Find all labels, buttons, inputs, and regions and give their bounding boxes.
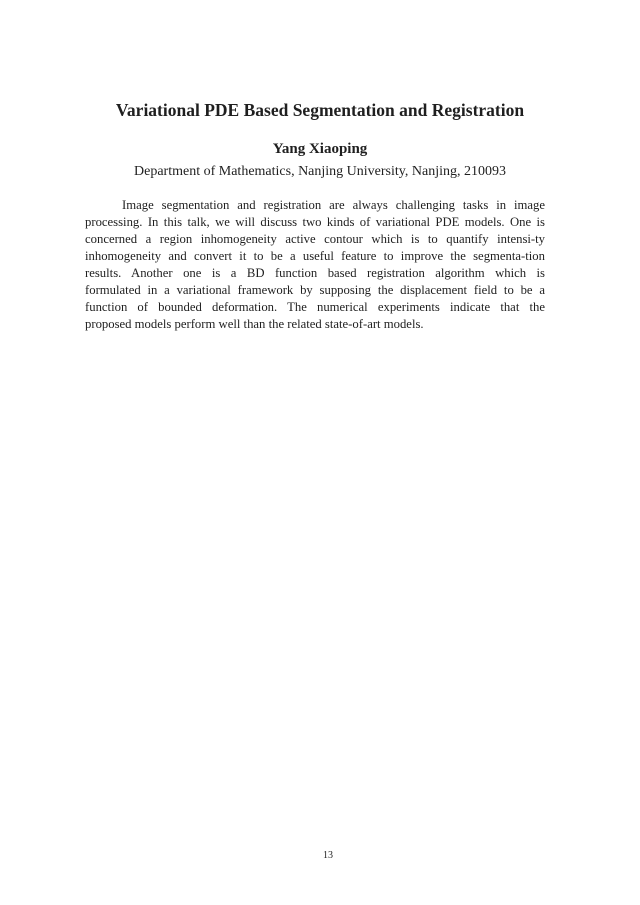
abstract-line-7: function of bounded deformation. The numerical experiments indicate that the <box>85 300 545 314</box>
paper-title: Variational PDE Based Segmentation and Registration <box>115 100 525 120</box>
abstract-line-1: Image segmentation and registration are always challenging tasks in image <box>122 198 545 212</box>
abstract-line-5: results. Another one is a BD function based registration algorithm which is <box>85 266 545 280</box>
abstract-line-2: processing. In this talk, we will discuss two kinds of variational PDE models. One is <box>85 215 545 229</box>
abstract-paragraph <box>85 197 545 333</box>
abstract-line-4: inhomogeneity and convert it to be a useful feature to improve the segmenta-tion <box>85 249 545 263</box>
abstract-line-3: concerned a region inhomogeneity active contour which is to quantify intensi-ty <box>85 232 545 246</box>
author-affiliation: Department of Mathematics, Nanjing University, Nanjing, 210093 <box>134 164 506 179</box>
abstract-line-8: proposed models perform well than the related state-of-art models. <box>85 317 424 331</box>
abstract-line-6: formulated in a variational framework by supposing the displacement field to be a <box>85 283 545 297</box>
page-number: 13 <box>323 850 333 861</box>
author-name: Yang Xiaoping <box>272 141 368 157</box>
